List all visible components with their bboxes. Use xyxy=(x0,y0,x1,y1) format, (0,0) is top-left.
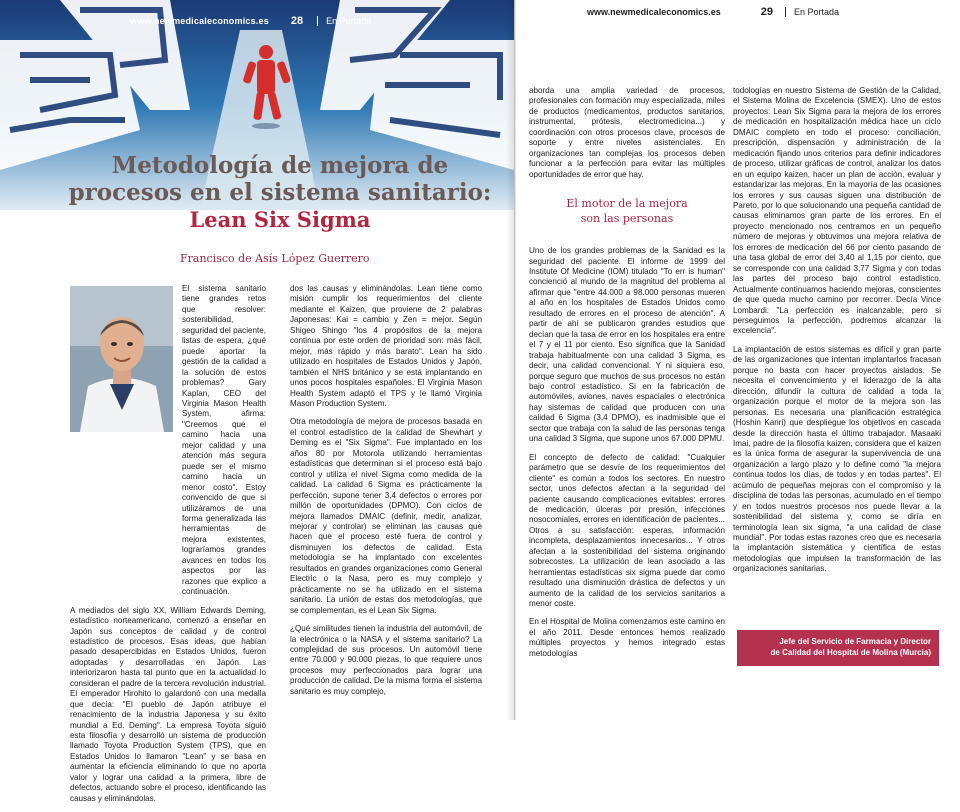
article-column-4 xyxy=(733,86,941,583)
article-column-1 xyxy=(70,284,266,812)
credit-line-2: de Calidad del Hospital de Molina (Murcia) xyxy=(770,648,931,657)
author-credit-box xyxy=(737,630,939,666)
article-column-3 xyxy=(529,86,725,667)
section-label: En Portada xyxy=(317,16,371,26)
title-line-1: Metodología de mejora de xyxy=(111,152,449,179)
paragraph: Otra metodología de mejora de procesos basada en el control estadístico de la calidad de Shewhart y Deming es el "Six Sigma". Fue implantado en los años 80 por Motorola utilizando herramientas estadísticas que determinan si el proceso está bajo control y utiliza el nivel Sigma como medida de la calidad. La calidad 6 Sigma es prácticamente la perfección, supone tener 3,4 defectos o errores por millón de oportunidades (DPMO). Con ciclos de mejora llamados DMAIC (definir, medir, analizar, mejorar y controlar) se eliminan las causas que hacen que el proceso esté fuera de control y disminuyen los defectos de calidad. Esta metodología se ha implantado con excelentes resultados en grandes organizaciones como General Electric o la Nasa, pero es muy complejo y prácticamente no se ha utilizado en el sistema sanitario. La unión de estas dos metodologías, que se complementan, es el Lean Six Sigma. xyxy=(290,417,482,615)
site-url[interactable]: www.newmedicaleconomics.es xyxy=(587,7,721,17)
paragraph: ¿Qué similitudes tienen la industria del automóvil, de la electrónica o la NASA y el sistema sanitario? La complejidad de sus procesos. Un automóvil tiene entre 70.000 y 90.000 piezas, lo que requiere unos procesos muy perfeccionados para lograr una producción de calidad. De la misma forma el sistema sanitario es muy complejo, xyxy=(290,624,482,696)
paragraph: todologías en nuestro Sistema de Gestión de la Calidad, el Sistema Molina de Excelencia (SMEX). Uno de estos proyectos: Lean Six Sigma para la mejora de los errores de medicación en hospitalización médica hace un ciclo DMAIC completo en todo el proceso: conciliación, prescripción, dispensación y administración de la medicación fijando unos criterios para definir indicadores de proceso, utilizar gráficas de control, analizar los datos en un equipo kaizen, hacer un plan de acción, evaluar y estandarizar las mejoras. En la mayoría de las ocasiones los errores y sus causas siguen una distribución de Pareto, por lo que solucionando una pequeña cantidad de causas eliminamos gran parte de los errores. En el proyecto mencionado nos centramos en un pequeño número de mejoras y obtuvimos una mejora relativa de los errores de medicación del 66 por ciento pasando de una tasa global de error del 3,40 al 1,15 por ciento, que se corresponde con una calidad 3,77 Sigma y con todas las partes del proceso bajo control estadístico. Actualmente continuamos haciendo mejoras, conscientes de que queda mucho camino por recorrer. Decía Vince Lombardi: "La perfección es inalcanzable, pero si perseguimos la perfección, podremos alcanzar la excelencia". xyxy=(733,86,941,336)
right-page-header xyxy=(587,6,839,18)
subheading-line-2: son las personas xyxy=(580,212,674,226)
paragraph: A mediados del siglo XX, William Edwards Deming, estadístico norteamericano, comenzó a enseñar en Japón sus conceptos de calidad y de control estadístico de procesos. Esas ideas, que habían pasado desapercibidas en Estados Unidos, fueron adoptadas y desarrolladas en Japón. Las interiorizaron hasta tal punto que en la actualidad lo consideran el padre de la tercera revolución industrial. El emperador Hirohito lo galardonó con una medalla que decía: "El pueblo de Japón atribuye el renacimiento de la industria Japonesa y su éxito mundial a Ed. Deming". La empresa Toyota siguió esta filosofía y desarrolló un sistema de producción llamado Toyota Production System (TPS), que en Estados Unidos lo llamaron "Lean" y se basa en aumentar la eficiencia eliminando lo que no aporta valor y lograr una calidad a la primera, libre de defectos, actuando sobre el proceso, identificando las causas y eliminándolas. xyxy=(70,605,266,803)
title-line-3: Lean Six Sigma xyxy=(189,207,371,232)
page-gutter-shadow xyxy=(506,0,516,720)
site-url[interactable]: www.newmedicaleconomics.es xyxy=(130,16,269,26)
paragraph: aborda una amplia variedad de procesos, profesionales con formación muy especializada, miles de productos (medicamentos, productos sanitarios, instrumental, prótesis, electromedicina...) y coordinación con otros procesos clave, procesos de soporte y entre niveles asistenciales. En organizaciones tan complejas los procesos deben funcionar a la perfección para evitar las múltiples oportunidades de error que hay. xyxy=(529,86,725,179)
paragraph: En el Hospital de Molina comenzamos este camino en el año 2011. Desde entonces hemos realizado múltiples proyectos y hemos integrado estas metodologías xyxy=(529,617,725,658)
paragraph xyxy=(70,284,266,598)
right-page xyxy=(514,0,960,720)
intro-paragraph: El sistema sanitario tiene grandes retos que resolver: sostenibilidad, seguridad del paciente, listas de espera, ¿qué puede aportar la gestión de la calidad a la solución de estos problemas? Gary Kaplan, CEO del Virginia Mason Health System, afirma: "Creemos que el camino hacia una mejor calidad y una atención más segura puede ser el mismo camino hacia un menor costo". Estoy convencido de que si utilizáramos de una forma generalizada las herramientas de mejora existentes, lograríamos grandes avances en todos los aspectos por las razones que explico a continuación. xyxy=(182,284,266,597)
paragraph: El concepto de defecto de calidad: "Cualquier parámetro que se desvíe de los requerimientos del cliente" es común a todos los sectores. En nuestro sector, unos defectos afectan a la seguridad del paciente causando complicaciones evitables: errores de medicación, úlceras por presión, infecciones nosocomiales, errores en identificación de pacientes... Otros a su satisfacción: esperas, información incompleta, desplazamientos innecesarios... Y otros afectan a la sostenibilidad del sistema originando sobrecostes. La utilización de lean asociado a las herramientas estadísticas six sigma puede dar como resultado una disminución drástica de defectos y un aumento de la calidad de los servicios sanitarios a menor coste. xyxy=(529,452,725,609)
section-subheading xyxy=(529,196,725,226)
title-line-2: procesos en el sistema sanitario: xyxy=(68,179,492,206)
paragraph: La implantación de estos sistemas es difícil y gran parte de las organizaciones que intentan implantarlos fracasan porque no basta con hacer proyectos aislados. Se necesita el convencimiento y el liderazgo de la alta dirección, difundir la cultura de calidad a toda la organización porque el motor de la mejora son las personas. Es necesaria una planificación estratégica (Hoshin Kanri) que despliegue los objetivos en cascada desde la dirección hasta el último trabajador. Masaaki Imai, padre de la filosofía kaizen, considera que el kaizen es la única forma de asegurar la supervivencia de una organización a largo plazo y lo define como "la mejora continua todos los días, de todos y en todas partes". El acúmulo de pequeñas mejoras con el compromiso y la disciplina de todas las personas, acumulado en el tiempo y en todos nuestros procesos nos puede llevar a la sostenibilidad del sistema y, como se diría en terminología lean six sigma, "a una calidad de clase mundial". Por todas estas razones creo que es necesaria la implantación sistemática y científica de estas metodologías que impulsen la transformación de las organizaciones sanitarias. xyxy=(733,344,941,574)
article-column-2 xyxy=(290,284,482,705)
page-number: 29 xyxy=(760,6,773,18)
article-title xyxy=(60,152,500,234)
paragraph: Uno de los grandes problemas de la Sanidad es la seguridad del paciente. El informe de 1999 del Institute Of Medicine (IOM) titulado "To err is human" concienció al mundo de la magnitud del problema al afirmar que "entre 44.000 a 98.000 personas mueren al año en los hospitales de Estados Unidos como resultado de errores en el proceso de atención". A partir de ahí se publicaron grandes estudios que decían que la tasa de error en los hospitales era entre el 7 y el 11 por ciento. Eso significa que la Sanidad trabaja habitualmente con una calidad 3 Sigma, es decir, una calidad convencional. Y ni siquiera eso, porque seguro que muchos de sus procesos no están bajo control estadístico. Si en la fabricación de automóviles, aviones, naves espaciales o electrónica hay sistemas de calidad que producen con una calidad 6 Sigma (3,4 DPMO), es inadmisible que el sector que trabaja con la salud de las personas tenga una calidad 3 Sigma, que supone unos 67.000 DPMU. xyxy=(529,246,725,444)
page-number: 28 xyxy=(290,15,304,27)
left-page-header xyxy=(130,15,371,27)
section-label: En Portada xyxy=(785,7,839,17)
subheading-line-1: El motor de la mejora xyxy=(566,197,688,211)
author-byline: Francisco de Asís López Guerrero xyxy=(180,252,370,265)
paragraph: dos las causas y eliminándolas. Lean tiene como misión cumplir los requerimientos del cliente mediante el Kaizen, que proviene de 2 palabras Japonesas: Kai = cambio y Zen = mejor. Según Shigeo Shingo "los 4 propósitos de la mejora continua por este orden de prioridad son: más fácil, mejor, más rápido y más barato". Lean ha sido utilizado en hospitales de Estados Unidos y Japón, también el NHS británico y se está implantando en unos pocos hospitales españoles. El Virginia Mason Health System adaptó el TPS y le llamó Virginia Mason Production System. xyxy=(290,284,482,408)
credit-line-1: Jefe del Servicio de Farmacia y Director xyxy=(779,637,931,646)
